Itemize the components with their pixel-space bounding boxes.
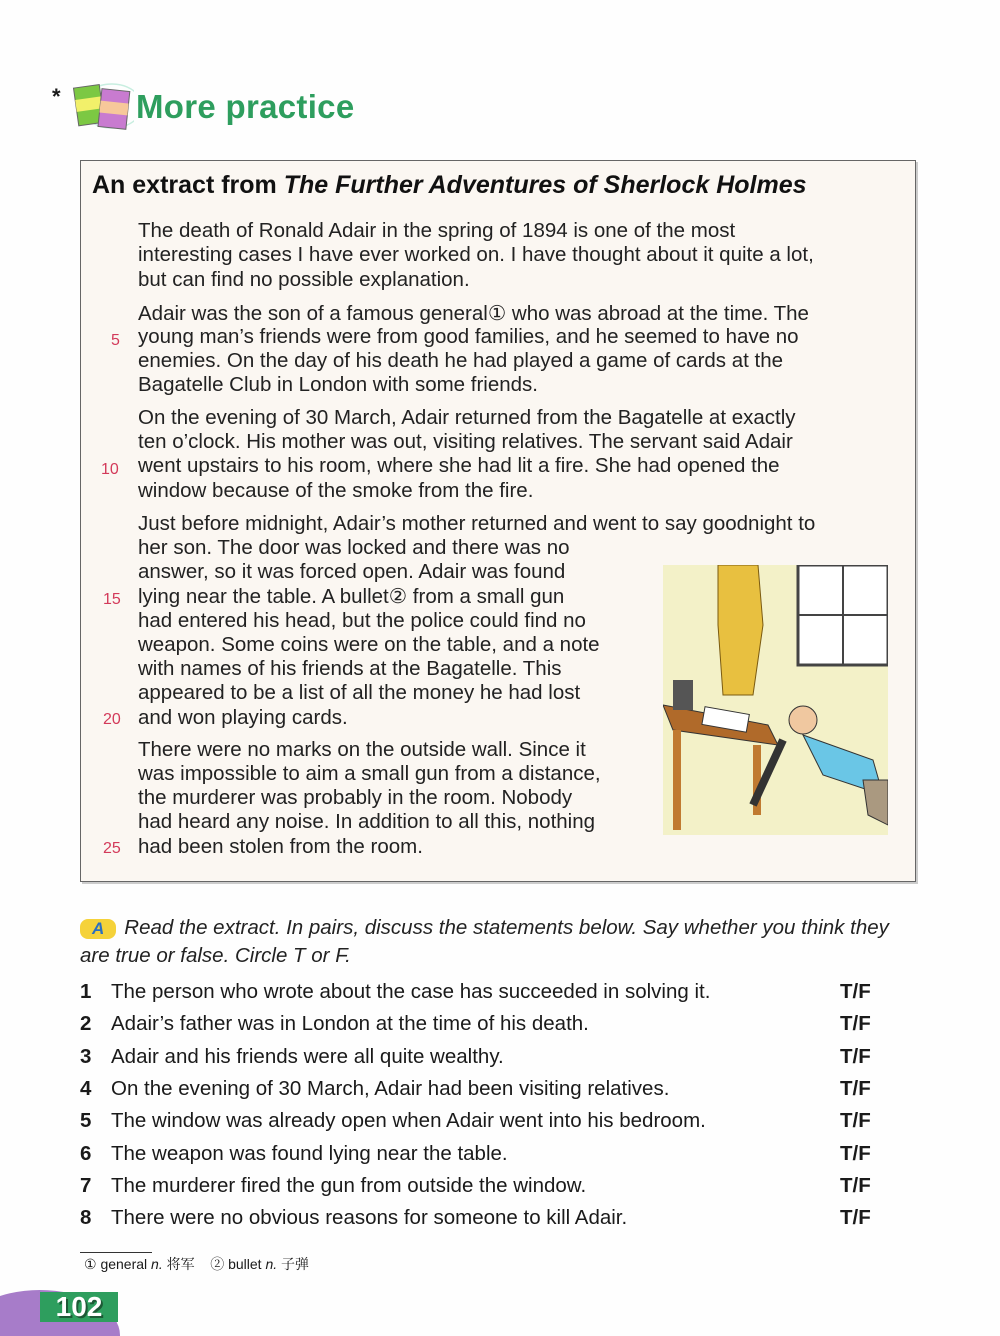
statement-number: 5 — [80, 1109, 92, 1133]
footnote-pos: n. — [151, 1256, 163, 1272]
line-number: 20 — [103, 711, 121, 728]
extract-line: ten o’clock. His mother was out, visiting relatives. The servant said Adair — [138, 430, 793, 453]
line-number: 5 — [111, 332, 120, 349]
true-false-choice[interactable]: T/F — [840, 1044, 871, 1068]
extract-line: enemies. On the day of his death he had played a game of cards at the — [138, 349, 784, 372]
extract-line: There were no marks on the outside wall. Since it — [138, 738, 586, 761]
true-false-choice[interactable]: T/F — [840, 1206, 871, 1230]
statement-number: 2 — [80, 1012, 92, 1036]
extract-line: appeared to be a list of all the money he had lost — [138, 681, 581, 704]
book-title: The Further Adventures of Sherlock Holmes — [283, 171, 807, 199]
footnote-pos: n. — [265, 1256, 278, 1272]
statement-number: 6 — [80, 1141, 92, 1165]
line-number: 15 — [103, 591, 121, 608]
optional-marker: * — [52, 84, 61, 109]
true-false-choice[interactable]: T/F — [840, 1109, 871, 1133]
statement-text: The murderer fired the gun from outside the window. — [111, 1173, 587, 1197]
footnote-word: bullet — [228, 1256, 262, 1272]
instruction-text: Read the extract. In pairs, discuss the statements below. Say whether you think they are true or false. Circle T or F. — [80, 916, 889, 967]
footnote-rule — [80, 1252, 152, 1253]
exercise-instruction — [80, 914, 920, 970]
title-prefix: An extract from — [92, 171, 284, 199]
extract-line: had heard any noise. In addition to all this, nothing — [138, 810, 596, 833]
true-false-choice[interactable]: T/F — [840, 1141, 871, 1165]
footnote-word: general — [100, 1256, 148, 1272]
statement-text: The weapon was found lying near the table. — [111, 1141, 508, 1165]
exercise-badge: A — [80, 919, 116, 939]
extract-line: Adair was the son of a famous general① who was abroad at the time. The — [138, 302, 809, 325]
footnote-mark: ② — [210, 1256, 225, 1272]
statement-number: 3 — [80, 1044, 92, 1068]
extract-line: the murderer was probably in the room. Nobody — [138, 786, 573, 809]
statement-number: 8 — [80, 1206, 92, 1230]
true-false-choice[interactable]: T/F — [840, 1012, 871, 1036]
extract-line: but can find no possible explanation. — [138, 268, 470, 291]
extract-line: had been stolen from the room. — [138, 835, 423, 858]
statement-text: The window was already open when Adair went into his bedroom. — [111, 1109, 706, 1133]
extract-line: lying near the table. A bullet② from a small gun — [138, 585, 565, 608]
line-number: 10 — [101, 461, 119, 478]
extract-line: window because of the smoke from the fire. — [138, 479, 534, 502]
section-heading: More practice — [136, 88, 355, 125]
page-number: 102 — [40, 1292, 118, 1322]
extract-line: her son. The door was locked and there was no — [138, 536, 570, 559]
true-false-choice[interactable]: T/F — [840, 1076, 871, 1100]
footnote-meaning: 子弹 — [281, 1256, 310, 1272]
crime-scene-illustration — [663, 565, 888, 835]
statement-number: 4 — [80, 1076, 92, 1100]
statement-number: 1 — [80, 980, 92, 1003]
extract-line: was impossible to aim a small gun from a distance, — [138, 762, 601, 785]
statement-number: 7 — [80, 1173, 92, 1197]
statement-text: On the evening of 30 March, Adair had been visiting relatives. — [111, 1076, 670, 1100]
true-false-choice[interactable]: T/F — [840, 1173, 871, 1197]
books-icon — [72, 80, 134, 130]
extract-title — [92, 171, 807, 200]
extract-line: Bagatelle Club in London with some friends. — [138, 373, 538, 396]
extract-line: interesting cases I have ever worked on. I have thought about it quite a lot, — [138, 243, 814, 266]
statement-text: The person who wrote about the case has succeeded in solving it. — [111, 980, 711, 1003]
extract-line: and won playing cards. — [138, 706, 348, 729]
footnote-meaning: 将军 — [166, 1256, 195, 1272]
footnotes — [84, 1254, 309, 1274]
extract-line: The death of Ronald Adair in the spring of 1894 is one of the most — [138, 219, 736, 242]
extract-line: weapon. Some coins were on the table, and a note — [138, 633, 600, 656]
extract-line: with names of his friends at the Bagatelle. This — [138, 657, 562, 680]
extract-line: On the evening of 30 March, Adair returned from the Bagatelle at exactly — [138, 406, 796, 429]
statement-text: There were no obvious reasons for someone to kill Adair. — [111, 1206, 628, 1230]
extract-line: Just before midnight, Adair’s mother returned and went to say goodnight to — [138, 512, 816, 535]
extract-line: had entered his head, but the police could find no — [138, 609, 586, 632]
statement-text: Adair and his friends were all quite wealthy. — [111, 1044, 504, 1068]
statement-text: Adair’s father was in London at the time of his death. — [111, 1012, 589, 1036]
extract-line: went upstairs to his room, where she had lit a fire. She had opened the — [138, 454, 780, 477]
footnote-mark: ① — [84, 1256, 97, 1272]
true-false-choice[interactable]: T/F — [840, 980, 871, 1003]
extract-line: young man’s friends were from good families, and he seemed to have no — [138, 325, 799, 348]
extract-line: answer, so it was forced open. Adair was found — [138, 560, 566, 583]
line-number: 25 — [103, 840, 121, 857]
